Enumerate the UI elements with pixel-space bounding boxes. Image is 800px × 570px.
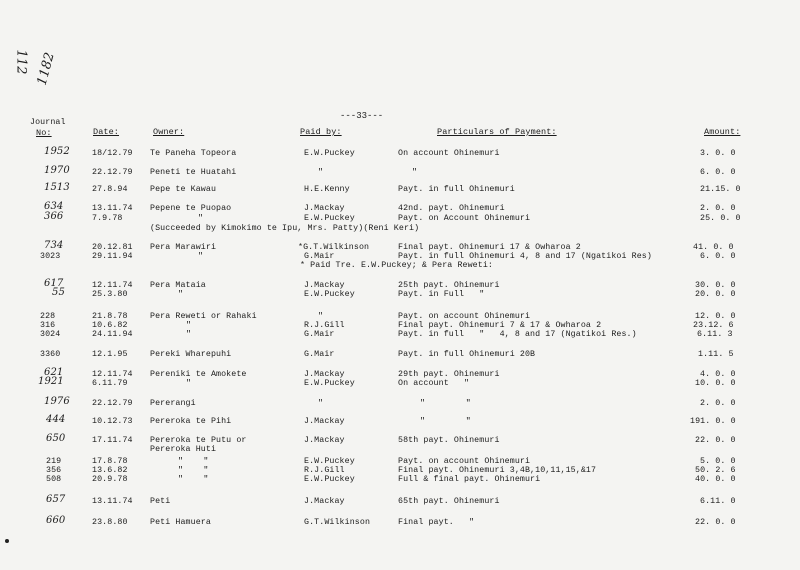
particulars-cell: On account " <box>398 379 470 388</box>
particulars-cell: 25th payt. Ohinemuri <box>398 281 500 290</box>
date-cell: 12.11.74 <box>92 370 133 379</box>
date-cell: 20.9.78 <box>92 475 128 484</box>
owner-cell: Pereniki te Amokete <box>150 370 247 379</box>
particulars-cell: Full & final payt. Ohinemuri <box>398 475 541 484</box>
paid-by-cell: E.W.Puckey <box>304 149 355 158</box>
paid-by-cell: *G.T.Wilkinson <box>298 243 370 252</box>
owner-cell: " <box>186 321 192 330</box>
journal-number: 1976 <box>44 396 70 407</box>
date-cell: 13.6.82 <box>92 466 128 475</box>
particulars-cell: Final payt. Ohinemuri 17 & Owharoa 2 <box>398 243 581 252</box>
owner-cell: Peneti te Huatahi <box>150 168 237 177</box>
amount-cell: 10. 0. 0 <box>695 379 736 388</box>
paid-by-cell: E.W.Puckey <box>304 379 355 388</box>
paid-by-cell: J.Mackay <box>304 497 345 506</box>
amount-cell: 30. 0. 0 <box>695 281 736 290</box>
paid-by-cell: G.Mair <box>304 330 335 339</box>
date-cell: 10.12.73 <box>92 417 133 426</box>
particulars-cell: 65th payt. Ohinemuri <box>398 497 500 506</box>
paid-by-cell: J.Mackay <box>304 417 345 426</box>
journal-number: 734 <box>44 240 64 251</box>
journal-number: 55 <box>52 287 65 298</box>
date-cell: 29.11.94 <box>92 252 133 261</box>
amount-cell: 6. 0. 0 <box>700 168 736 177</box>
owner-cell: " <box>198 214 204 223</box>
particulars-cell: " " <box>420 399 471 408</box>
owner-cell: Te Paneha Topeora <box>150 149 237 158</box>
owner-cell: Pereroka te Pihi <box>150 417 232 426</box>
particulars-cell: 42nd. payt. Ohinemuri <box>398 204 505 213</box>
journal-number: 621 <box>44 367 64 378</box>
particulars-cell: " " <box>420 417 471 426</box>
journal-number: 1952 <box>44 146 70 157</box>
journal-number: 366 <box>44 211 64 222</box>
amount-cell: 21.15. 0 <box>700 185 741 194</box>
date-cell: 12.1.95 <box>92 350 128 359</box>
owner-cell: " " <box>178 475 209 484</box>
owner-cell: Pepe te Kawau <box>150 185 217 194</box>
owner-cell: Pererangi <box>150 399 196 408</box>
amount-cell: 22. 0. 0 <box>695 518 736 527</box>
journal-number: 3360 <box>40 350 61 359</box>
particulars-cell: Final payt. Ohinemuri 3,4B,10,11,15,&17 <box>398 466 597 475</box>
date-cell: 6.11.79 <box>92 379 128 388</box>
amount-cell: 25. 0. 0 <box>700 214 741 223</box>
journal-number: 657 <box>46 494 66 505</box>
date-cell: 27.8.94 <box>92 185 128 194</box>
journal-number: 508 <box>46 475 62 484</box>
particulars-cell: Payt. in full Ohinemuri 20B <box>398 350 536 359</box>
date-cell: 10.6.82 <box>92 321 128 330</box>
paid-by-cell: E.W.Puckey <box>304 214 355 223</box>
date-cell: 22.12.79 <box>92 168 133 177</box>
particulars-cell: Payt. on account Ohinemuri <box>398 457 531 466</box>
owner-cell: Peti Hamuera <box>150 518 211 527</box>
journal-number: 444 <box>46 414 66 425</box>
journal-number: 228 <box>40 312 56 321</box>
paid-by-cell: E.W.Puckey <box>304 290 355 299</box>
date-cell: 25.3.80 <box>92 290 128 299</box>
date-cell: 7.9.78 <box>92 214 123 223</box>
journal-number: 634 <box>44 201 64 212</box>
particulars-cell: " <box>412 168 418 177</box>
paid-by-cell: E.W.Puckey <box>304 475 355 484</box>
date-cell: 20.12.81 <box>92 243 133 252</box>
owner-cell: Pera Reweti or Rahaki <box>150 312 257 321</box>
paid-by-cell: R.J.Gill <box>304 466 345 475</box>
paid-by-cell: G.Mair <box>304 252 335 261</box>
amount-cell: 22. 0. 0 <box>695 436 736 445</box>
particulars-cell: Payt. on account Ohinemuri <box>398 312 531 321</box>
date-cell: 21.8.78 <box>92 312 128 321</box>
owner-cell: Peti <box>150 497 171 506</box>
amount-cell: 5. 0. 0 <box>700 457 736 466</box>
paid-by-cell: G.Mair <box>304 350 335 359</box>
owner-cell: " <box>178 290 184 299</box>
header-amount: Amount: <box>704 127 741 137</box>
amount-cell: 2. 0. 0 <box>700 204 736 213</box>
owner-cell: Pepene te Puopao <box>150 204 232 213</box>
journal-number: 316 <box>40 321 56 330</box>
amount-cell: 6. 0. 0 <box>700 252 736 261</box>
paid-by-cell: H.E.Kenny <box>304 185 350 194</box>
amount-cell: 1.11. 5 <box>698 350 734 359</box>
amount-cell: 40. 0. 0 <box>695 475 736 484</box>
paid-by-cell: " <box>318 312 324 321</box>
header-owner: Owner: <box>153 127 185 137</box>
paid-by-cell: J.Mackay <box>304 281 345 290</box>
header-date: Date: <box>93 127 120 137</box>
paid-by-cell: J.Mackay <box>304 436 345 445</box>
owner-cell: Pera Marawiri <box>150 243 217 252</box>
paid-by-cell: R.J.Gill <box>304 321 345 330</box>
particulars-cell: Final payt. Ohinemuri 7 & 17 & Owharoa 2 <box>398 321 602 330</box>
paid-by-cell: " <box>318 168 324 177</box>
date-cell: 17.8.78 <box>92 457 128 466</box>
amount-cell: 6.11. 0 <box>700 497 736 506</box>
owner-note: (Succeeded by Kimokimo te Ipu, Mrs. Patty)(Reni Keri) <box>150 224 420 233</box>
amount-cell: 4. 0. 0 <box>700 370 736 379</box>
margin-note-second: 1182 <box>34 50 58 87</box>
date-cell: 18/12.79 <box>92 149 133 158</box>
paid-by-cell: J.Mackay <box>304 204 345 213</box>
header-paid-by: Paid by: <box>300 127 342 137</box>
paid-by-cell: J.Mackay <box>304 370 345 379</box>
date-cell: 13.11.74 <box>92 204 133 213</box>
journal-number: 219 <box>46 457 62 466</box>
particulars-cell: Payt. in Full " <box>398 290 485 299</box>
journal-number: 1513 <box>44 182 70 193</box>
owner-cell: " <box>198 252 204 261</box>
date-cell: 22.12.79 <box>92 399 133 408</box>
journal-number: 356 <box>46 466 62 475</box>
journal-number: 1970 <box>44 165 70 176</box>
owner-cell: " " <box>178 457 209 466</box>
header-journal-line1: Journal <box>30 118 66 127</box>
amount-cell: 6.11. 3 <box>697 330 733 339</box>
journal-number: 1921 <box>38 376 64 387</box>
owner-cell: Pereroka te Putu or <box>150 436 247 445</box>
date-cell: 12.11.74 <box>92 281 133 290</box>
owner-continuation: Pereroka Huti <box>150 445 217 454</box>
owner-cell: Pera Mataia <box>150 281 206 290</box>
paid-by-cell: G.T.Wilkinson <box>304 518 371 527</box>
amount-cell: 23.12. 6 <box>693 321 734 330</box>
owner-cell: " <box>186 379 192 388</box>
amount-cell: 191. 0. 0 <box>690 417 736 426</box>
owner-cell: " " <box>178 466 209 475</box>
amount-cell: 50. 2. 6 <box>695 466 736 475</box>
paid-by-cell: E.W.Puckey <box>304 457 355 466</box>
paid-by-cell: " <box>318 399 324 408</box>
date-cell: 17.11.74 <box>92 436 133 445</box>
header-journal-line2: No: <box>36 128 52 138</box>
particulars-cell: Payt. in full " 4, 8 and 17 (Ngatikoi Res.) <box>398 330 637 339</box>
particulars-cell: On account Ohinemuri <box>398 149 500 158</box>
header-particulars: Particulars of Payment: <box>437 127 557 137</box>
amount-cell: 3. 0. 0 <box>700 149 736 158</box>
owner-cell: Pereki Wharepuhi <box>150 350 232 359</box>
particulars-cell: Payt. in full Ohinemuri 4, 8 and 17 (Ngatikoi Res) <box>398 252 652 261</box>
date-cell: 23.8.80 <box>92 518 128 527</box>
journal-number: 3024 <box>40 330 61 339</box>
particulars-cell: Final payt. " <box>398 518 475 527</box>
paid-note: * Paid Tre. E.W.Puckey; & Pera Reweti: <box>300 261 493 270</box>
owner-cell: " <box>186 330 192 339</box>
page-number: ---33--- <box>340 111 384 121</box>
ink-dot <box>5 539 9 543</box>
date-cell: 13.11.74 <box>92 497 133 506</box>
journal-number: 617 <box>44 278 64 289</box>
journal-number: 3023 <box>40 252 61 261</box>
journal-number: 650 <box>46 433 66 444</box>
particulars-cell: Payt. in full Ohinemuri <box>398 185 515 194</box>
amount-cell: 20. 0. 0 <box>695 290 736 299</box>
amount-cell: 41. 0. 0 <box>693 243 734 252</box>
journal-number: 660 <box>46 515 66 526</box>
particulars-cell: 58th payt. Ohinemuri <box>398 436 500 445</box>
margin-note-top: 112 <box>13 49 29 75</box>
amount-cell: 12. 0. 0 <box>695 312 736 321</box>
particulars-cell: 29th payt. Ohinemuri <box>398 370 500 379</box>
particulars-cell: Payt. on Account Ohinemuri <box>398 214 531 223</box>
date-cell: 24.11.94 <box>92 330 133 339</box>
amount-cell: 2. 0. 0 <box>700 399 736 408</box>
